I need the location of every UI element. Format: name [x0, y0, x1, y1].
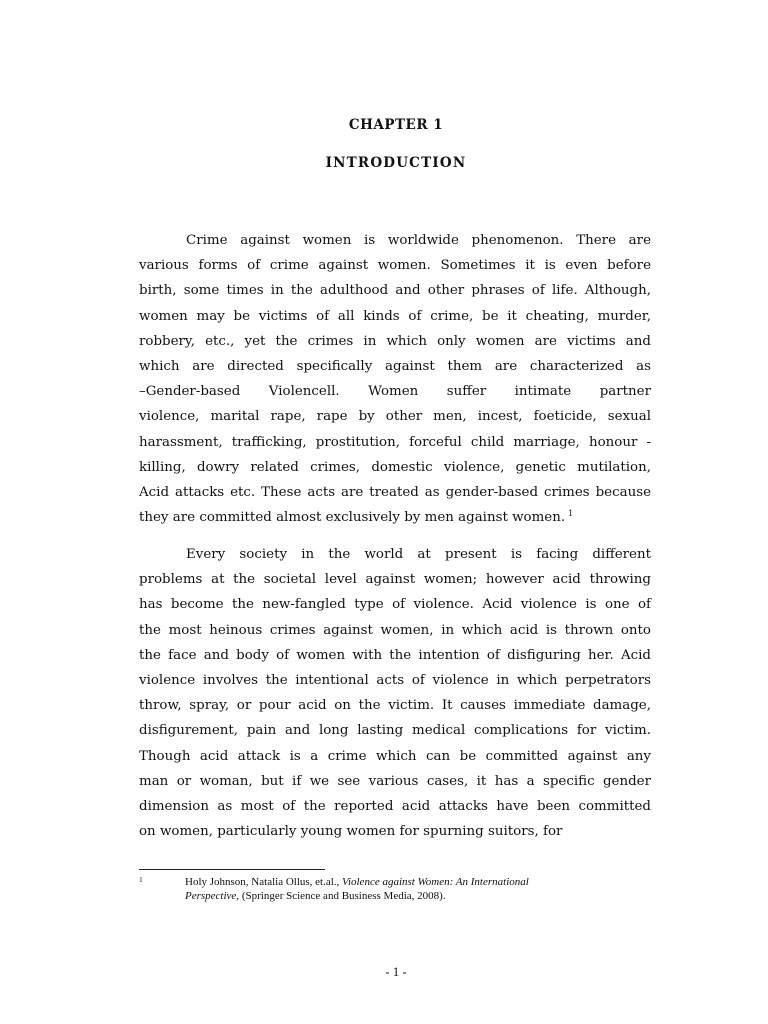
paragraph-line: violence involves the intentional acts of violence in which perpetrators [139, 672, 651, 688]
paragraph-last-line [139, 505, 651, 530]
paragraph-line: birth, some times in the adulthood and other phrases of life. Although, [139, 283, 651, 299]
paragraph-line-text: they are committed almost exclusively by men against women. [139, 510, 566, 526]
paragraph-line: Crime against women is worldwide phenomenon. There are [186, 233, 651, 248]
paragraph-line: various forms of crime against women. Sometimes it is even before [139, 258, 651, 274]
paragraph-line: dimension as most of the reported acid attacks have been committed [139, 798, 651, 814]
paragraph-line: violence, marital rape, rape by other men, incest, foeticide, sexual [139, 409, 651, 425]
paragraph-line: harassment, trafficking, prostitution, forceful child marriage, honour - [139, 434, 651, 450]
paragraph-line: disfigurement, pain and long lasting medical complications for victim. [139, 723, 651, 739]
paragraph-line: man or woman, but if we see various cases, it has a specific gender [139, 773, 651, 789]
paragraph-1 [139, 228, 651, 530]
paragraph-line: on women, particularly young women for spurning suitors, for [139, 824, 563, 840]
footnote-title-part-1: Violence against Women: An International [342, 876, 529, 888]
paragraph-line: throw, spray, or pour acid on the victim. It causes immediate damage, [139, 698, 651, 714]
paragraph-line: killing, dowry related crimes, domestic violence, genetic mutilation, [139, 459, 651, 475]
paragraph-line: Though acid attack is a crime which can be committed against any [139, 748, 651, 764]
footnote-separator [139, 869, 325, 870]
paragraph-2 [139, 542, 651, 844]
paragraph-line: the most heinous crimes against women, in which acid is thrown onto [139, 622, 651, 638]
footnote-title-part-2: Perspective, [185, 889, 240, 902]
paragraph-line: women may be victims of all kinds of crime, be it cheating, murder, [139, 308, 651, 324]
paragraph-line: Every society in the world at present is facing different [186, 547, 651, 562]
paragraph-line: robbery, etc., yet the crimes in which only women are victims and [139, 333, 651, 349]
footnote-text [185, 876, 659, 903]
chapter-number: CHAPTER 1 [348, 117, 444, 133]
page-number: - 1 - [385, 964, 407, 979]
paragraph-line: –Gender-based Violencell. Women suffer intimate partner [139, 384, 651, 400]
chapter-title: INTRODUCTION [325, 155, 467, 171]
footnote-authors: Holy Johnson, Natalia Ollus, et.al., [185, 876, 340, 888]
footnote-reference[interactable]: 1 [568, 508, 574, 518]
paragraph-line: has become the new-fangled type of violence. Acid violence is one of [139, 597, 651, 613]
footnote-marker: 1 [139, 875, 143, 884]
paragraph-line: which are directed specifically against them are characterized as [139, 358, 651, 374]
footnote-publisher: (Springer Science and Business Media, 2008). [241, 889, 446, 902]
paragraph-line: the face and body of women with the intention of disfiguring her. Acid [139, 647, 651, 663]
paragraph-line: Acid attacks etc. These acts are treated as gender-based crimes because [139, 484, 651, 500]
paragraph-line: problems at the societal level against women; however acid throwing [139, 572, 651, 588]
footnote [139, 876, 659, 903]
